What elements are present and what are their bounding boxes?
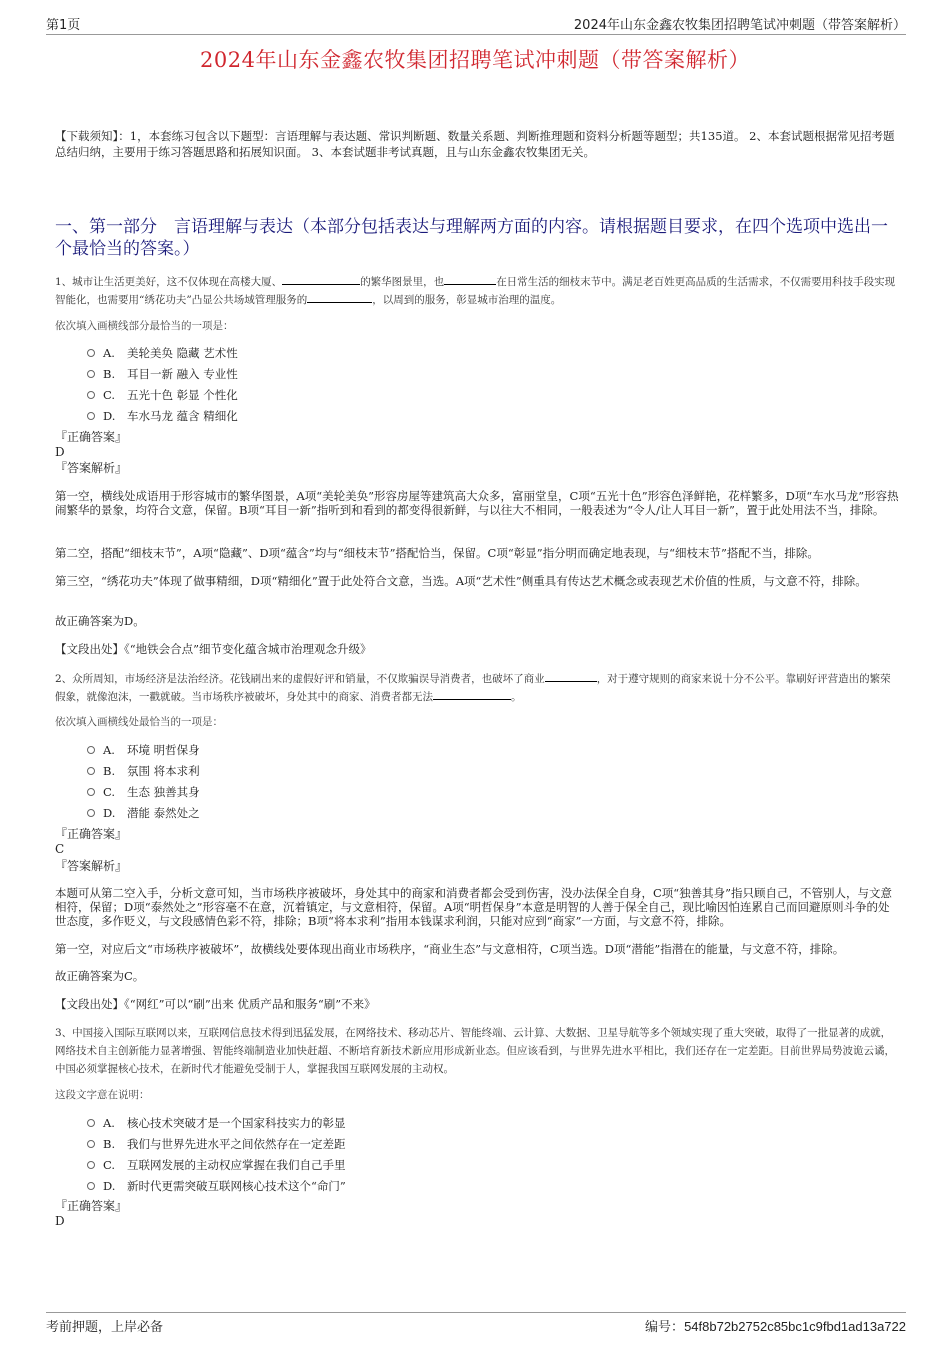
question-2-stem: 2、众所周知，市场经济是法治经济。花钱刷出来的虚假好评和销量，不仅欺骗误导消费者，也破坏了商业 ，对于遵守规则的商家来说十分不公平。靠刷好评营造出的繁荣假象，就像泡沫，一戳就破。当市场秩序被破坏，身处其中的商家、消费者都无法 。	[55, 670, 900, 706]
radio-icon[interactable]	[87, 391, 95, 399]
page-header	[46, 14, 906, 35]
question-3-options	[55, 1112, 900, 1196]
analysis-label: 『答案解析』	[55, 859, 128, 873]
question-1-stem: 1、城市让生活更美好，这不仅体现在高楼大厦、 的繁华图景里，也 在日常生活的细枝末节中。满足老百姓更高品质的生活需求，不仅需要用科技手段实现智能化，也需要用“绣花功夫”凸显公共场域管理服务的 ，以周到的服务，彰显城市治理的温度。	[55, 273, 900, 309]
page-footer	[46, 1312, 906, 1335]
blank	[444, 273, 496, 285]
option-d[interactable]: D. 潜能 泰然处之	[55, 802, 900, 823]
answer-label: 『正确答案』	[55, 827, 128, 841]
question-3-lead: 这段文字意在说明：	[55, 1089, 150, 1101]
radio-icon[interactable]	[87, 412, 95, 420]
analysis-label: 『答案解析』	[55, 461, 128, 475]
blank	[282, 273, 360, 285]
answer-label: 『正确答案』	[55, 430, 128, 444]
blank	[545, 670, 597, 682]
option-b[interactable]: B. 耳目一新 融入 专业性	[55, 363, 900, 384]
radio-icon[interactable]	[87, 746, 95, 754]
option-d[interactable]: D. 车水马龙 蕴含 精细化	[55, 405, 900, 426]
answer-value: D	[55, 445, 65, 459]
section-heading: 一、第一部分 言语理解与表达（本部分包括表达与理解两方面的内容。请根据题目要求，在四个选项中选出一个最恰当的答案。）	[55, 217, 888, 259]
option-a[interactable]: A. 美轮美奂 隐藏 艺术性	[55, 342, 900, 363]
radio-icon[interactable]	[87, 1182, 95, 1190]
answer-value: C	[55, 842, 65, 856]
question-1-options	[55, 342, 900, 426]
source-citation: 【文段出处】《“地铁会合点”细节变化蕴含城市治理观念升级》	[55, 642, 372, 656]
question-3-stem: 3、中国接入国际互联网以来，互联网信息技术得到迅猛发展，在网络技术、移动芯片、智能终端、云计算、大数据、卫星导航等多个领域实现了重大突破，取得了一批显著的成就，网络技术自主创新能力显著增强、智能终端制造业加快赶超、不断培育新技术新应用形成新业态。但应该看到，与世界先进水平相比，我们还存在一定差距。目前世界局势波诡云谲，中国必须掌握核心技术，在新时代才能避免受制于人，掌握我国互联网发展的主动权。	[55, 1027, 895, 1075]
page-number: 第1页	[46, 18, 81, 33]
analysis-conclusion: 故正确答案为C。	[55, 969, 145, 983]
blank	[433, 688, 511, 700]
radio-icon[interactable]	[87, 1119, 95, 1127]
download-notice: 【下载须知】：1，本套练习包含以下题型：言语理解与表达题、常识判断题、数量关系题、判断推理题和资料分析题等题型；共135道。 2、本套试题根据常见招考题总结归纳，主要用于练习答题思路和拓展知识面。 3、本套试题非考试真题，且与山东金鑫农牧集团无关。	[55, 129, 895, 159]
option-c[interactable]: C. 五光十色 彰显 个性化	[55, 384, 900, 405]
radio-icon[interactable]	[87, 370, 95, 378]
document-title: 2024年山东金鑫农牧集团招聘笔试冲刺题（带答案解析）	[200, 48, 750, 72]
analysis-paragraph: 本题可从第二空入手，分析文意可知，当市场秩序被破坏，身处其中的商家和消费者都会受到伤害，没办法保全自身，C项“独善其身”指只顾自己，不管别人，与文意相符，保留；D项“泰然处之”形容毫不在意，沉着镇定，与文意相符，保留。A项“明哲保身”本意是明智的人善于保全自己，现比喻因怕连累自己而回避原则斗争的处世态度，多作贬义，与文段感情色彩不符，排除；B项“将本求利”指用本钱谋求利润，只能对应到“商家”一方面，与文意不符，排除。	[55, 886, 893, 928]
radio-icon[interactable]	[87, 1161, 95, 1169]
source-citation: 【文段出处】《“网红”可以“刷”出来 优质产品和服务“刷”不来》	[55, 997, 376, 1011]
option-a[interactable]: A. 核心技术突破才是一个国家科技实力的彰显	[55, 1112, 900, 1133]
document-code: 编号：54f8b72b2752c85bc1c9fbd1ad13a722	[645, 1319, 906, 1335]
question-2-lead: 依次填入画横线处最恰当的一项是：	[55, 716, 223, 728]
question-1	[55, 273, 900, 309]
header-doc-title: 2024年山东金鑫农牧集团招聘笔试冲刺题（带答案解析）	[573, 18, 906, 33]
question-2	[55, 670, 900, 706]
footer-slogan: 考前押题，上岸必备	[46, 1320, 164, 1335]
radio-icon[interactable]	[87, 767, 95, 775]
question-2-options	[55, 739, 900, 823]
option-c[interactable]: C. 生态 独善其身	[55, 781, 900, 802]
answer-label: 『正确答案』	[55, 1199, 128, 1213]
option-b[interactable]: B. 我们与世界先进水平之间依然存在一定差距	[55, 1133, 900, 1154]
option-c[interactable]: C. 互联网发展的主动权应掌握在我们自己手里	[55, 1154, 900, 1175]
radio-icon[interactable]	[87, 788, 95, 796]
analysis-paragraph: 第二空，搭配“细枝末节”，A项“隐藏”、D项“蕴含”均与“细枝末节”搭配恰当，保留。C项“彰显”指分明而确定地表现，与“细枝末节”搭配不当，排除。	[55, 546, 819, 560]
analysis-conclusion: 故正确答案为D。	[55, 614, 145, 628]
option-b[interactable]: B. 氛围 将本求利	[55, 760, 900, 781]
option-a[interactable]: A. 环境 明哲保身	[55, 739, 900, 760]
radio-icon[interactable]	[87, 349, 95, 357]
answer-value: D	[55, 1214, 65, 1228]
radio-icon[interactable]	[87, 809, 95, 817]
analysis-paragraph: 第一空，横线处成语用于形容城市的繁华图景，A项“美轮美奂”形容房屋等建筑高大众多，富丽堂皇，C项“五光十色”形容色泽鲜艳，花样繁多，D项“车水马龙”形容热闹繁华的景象，均符合文意，保留。B项“耳目一新”指听到和看到的都变得很新鲜，与以往大不相同，一般表述为“令人/让人耳目一新”，置于此处用法不当，排除。	[55, 489, 899, 517]
question-1-lead: 依次填入画横线部分最恰当的一项是：	[55, 320, 234, 332]
blank	[307, 291, 372, 303]
analysis-paragraph: 第三空，“绣花功夫”体现了做事精细，D项“精细化”置于此处符合文意，当选。A项“艺术性”侧重具有传达艺术概念或表现艺术价值的性质，与文意不符，排除。	[55, 574, 867, 588]
option-d[interactable]: D. 新时代更需突破互联网核心技术这个“命门”	[55, 1175, 900, 1196]
analysis-paragraph: 第一空，对应后文“市场秩序被破坏”，故横线处要体现出商业市场秩序，“商业生态”与文意相符，C项当选。D项“潜能”指潜在的能量，与文意不符，排除。	[55, 942, 845, 956]
radio-icon[interactable]	[87, 1140, 95, 1148]
